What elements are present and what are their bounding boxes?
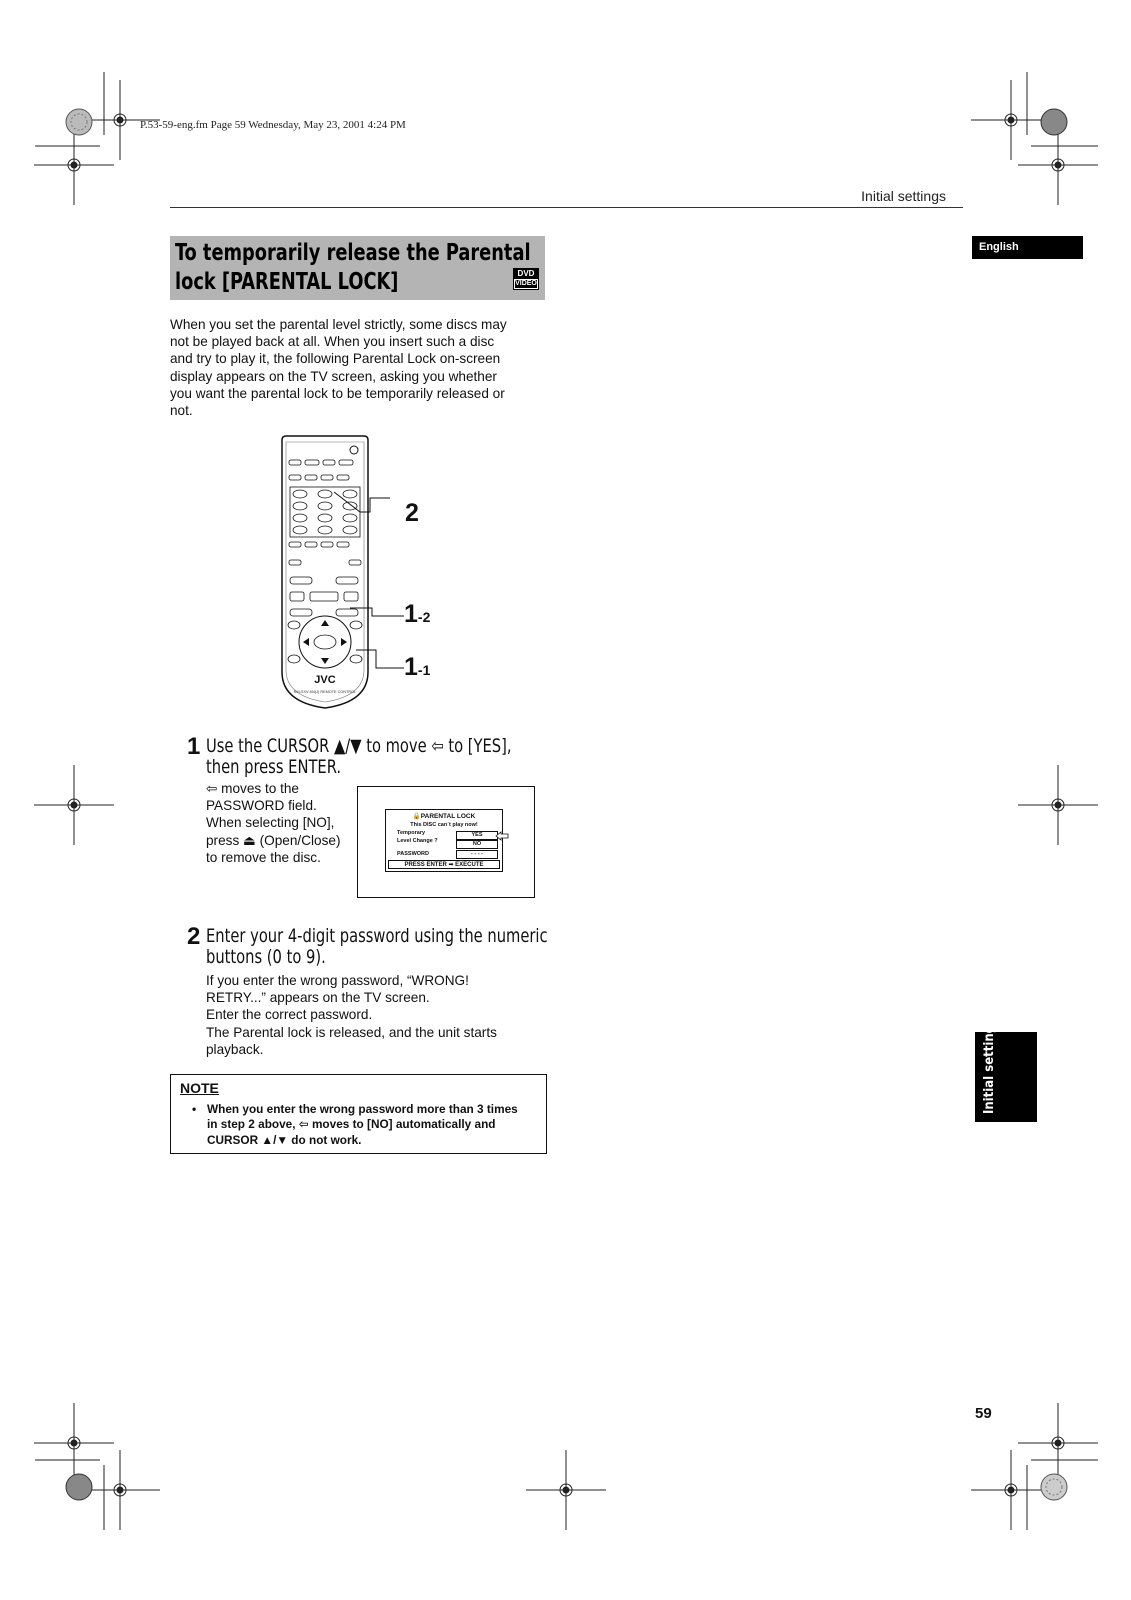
callout-main: 2: [405, 499, 419, 527]
intro-line: display appears on the TV screen, asking you whether: [170, 368, 497, 384]
step-2-line: playback.: [206, 1041, 264, 1057]
step-2-line: If you enter the wrong password, “WRONG!: [206, 973, 469, 988]
osd-password-field: - - - -: [456, 850, 498, 859]
step-1-line: press ⏏ (Open/Close): [206, 832, 341, 848]
section-label: Initial settings: [861, 188, 946, 204]
side-tab-label: Initial settings: [982, 1018, 997, 1114]
note-line: When you enter the wrong password more than 3 times: [207, 1102, 518, 1116]
note-line: in step 2 above, ⇦ moves to [NO] automatically and: [207, 1117, 496, 1132]
step-2-heading-line-1: Enter your 4-digit password using the numeric: [206, 925, 548, 947]
step-1-heading-line-2: then press ENTER.: [206, 756, 342, 778]
dvd-badge-top: DVD: [517, 269, 535, 278]
step-2-line: The Parental lock is released, and the unit starts: [206, 1024, 497, 1040]
osd-message: This DISC can`t play now!: [410, 822, 478, 828]
intro-line: you want the parental lock to be temporarily released or: [170, 385, 505, 401]
page-number: 59: [975, 1405, 992, 1422]
step-1-line: ⇦ moves to the: [206, 781, 299, 796]
parental-lock-osd: [385, 809, 503, 872]
arrow-pointer-icon: [495, 831, 509, 841]
callout-sub: -1: [417, 662, 431, 678]
remote-model: RM-SXV-M4(J) REMOTE CONTROL: [293, 690, 357, 694]
step-1-number: 1: [187, 733, 201, 760]
osd-yes-option: YES: [456, 831, 498, 840]
step-1-line: to remove the disc.: [206, 849, 321, 865]
step-2-line: Enter the correct password.: [206, 1007, 373, 1023]
header-rule: [170, 207, 963, 208]
callout-sub: -2: [417, 609, 431, 625]
remote-control-illustration: [270, 432, 480, 714]
tv-screen-illustration: [357, 786, 535, 898]
callout-1-2: [404, 601, 430, 631]
intro-line: not.: [170, 403, 193, 419]
osd-temp-label-1: Temporary: [397, 830, 426, 836]
callout-1-1: [404, 654, 430, 684]
step-1-line: When selecting [NO],: [206, 815, 335, 831]
step-2-line: RETRY...” appears on the TV screen.: [206, 990, 430, 1006]
osd-footer: PRESS ENTER ➡ EXECUTE: [388, 860, 500, 869]
title-line-1: To temporarily release the Parental: [175, 240, 531, 266]
callout-2: [405, 500, 419, 526]
dvd-video-icon: [513, 268, 539, 290]
step-1-line: PASSWORD field.: [206, 798, 317, 814]
intro-line: not be played back at all. When you insert such a disc: [170, 334, 495, 350]
intro-line: and try to play it, the following Parental Lock on-screen: [170, 351, 501, 367]
title-line-2: lock [PARENTAL LOCK]: [175, 269, 399, 295]
osd-password-label: PASSWORD: [397, 851, 429, 857]
step-1-body: [206, 780, 356, 866]
callout-main: 1: [404, 600, 418, 628]
note-line: CURSOR ▲/▼ do not work.: [207, 1132, 362, 1147]
chapter-side-tab: [975, 1018, 1037, 1122]
step-1-heading-line-1: Use the CURSOR ▲/▼ to move ⇦ to [YES],: [206, 735, 512, 757]
lock-icon: 🔒: [412, 813, 421, 820]
callout-main: 1: [404, 653, 418, 681]
step-2-body: [206, 972, 551, 1058]
step-2-number: 2: [187, 923, 201, 950]
osd-no-option: NO: [456, 840, 498, 849]
title-box: [170, 236, 545, 300]
note-text: [207, 1102, 539, 1148]
osd-title: 🔒PARENTAL LOCK: [412, 813, 476, 820]
note-title: NOTE: [180, 1080, 219, 1096]
intro-line: When you set the parental level strictly, some discs may: [170, 317, 507, 332]
dvd-badge-bottom: VIDEO: [515, 280, 537, 287]
osd-temp-label-2: Level Change ?: [397, 838, 438, 844]
step-2-heading-line-2: buttons (0 to 9).: [206, 946, 326, 968]
print-header: P.53-59-eng.fm Page 59 Wednesday, May 23, 2001 4:24 PM: [140, 119, 406, 131]
note-box: [170, 1074, 547, 1154]
language-tab: English: [972, 236, 1083, 259]
note-bullet: •: [192, 1102, 197, 1116]
remote-brand: JVC: [314, 674, 336, 686]
intro-paragraph: [170, 316, 550, 419]
